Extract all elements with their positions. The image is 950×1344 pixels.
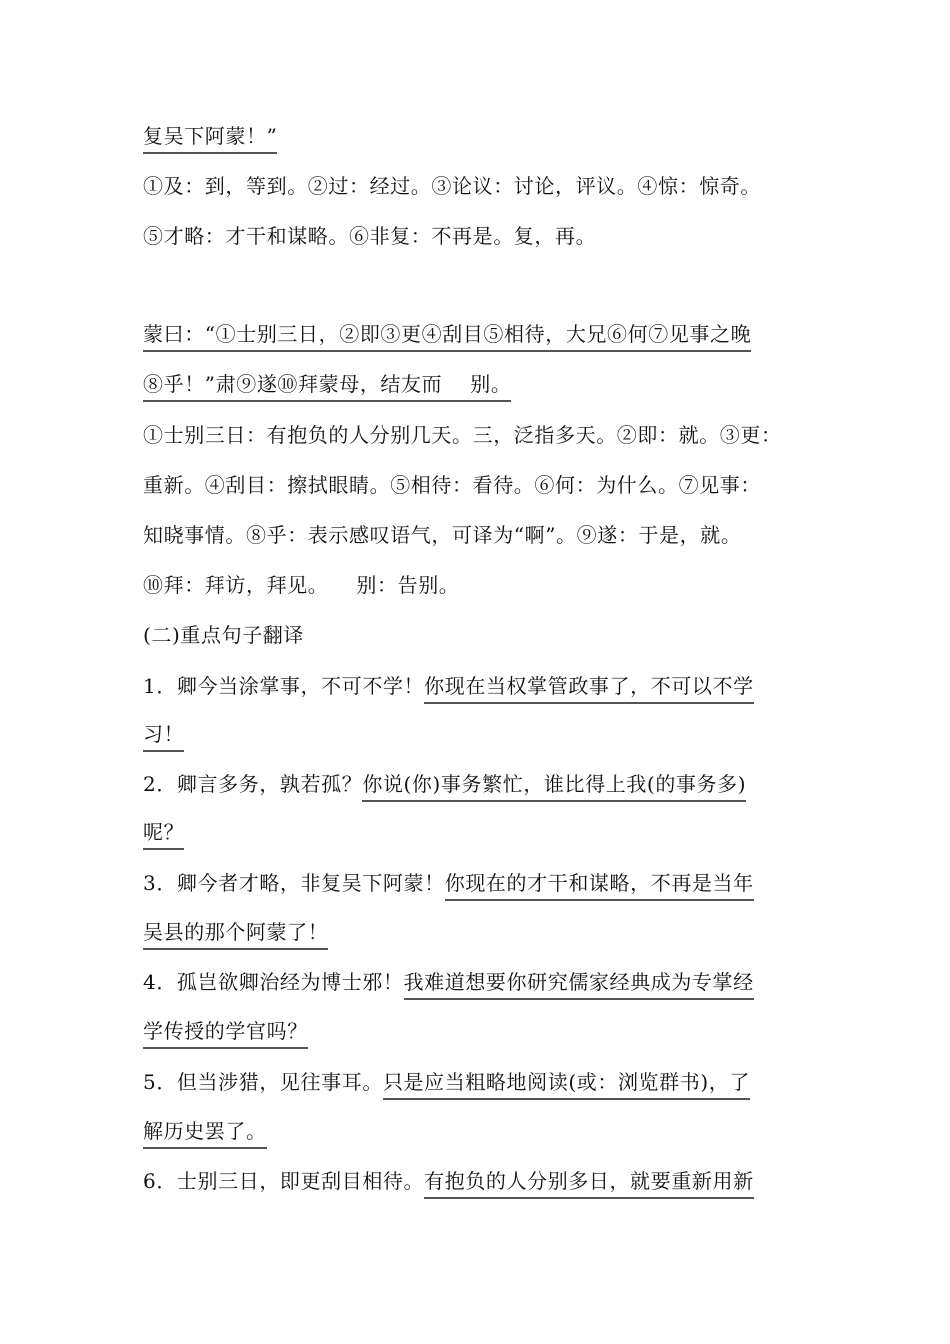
source-sentence-underline: 蒙曰：“①士别三日，②即③更④刮目⑤相待，大兄⑥何⑦见事之晚 (143, 321, 751, 352)
question-text: 4．孤岂欲卿治经为博士邪！ (143, 970, 404, 994)
question-text: 2．卿言多务，孰若孤？ (143, 772, 363, 796)
translation-item-3 (143, 869, 754, 901)
annotation-text: 别：告别。 (356, 573, 460, 597)
answer-underline: 习！ (143, 721, 184, 752)
annotation-text: ①及：到，等到。②过：经过。③论议：讨论，评议。④惊：惊奇。 (143, 174, 761, 198)
answer-underline: 吴县的那个阿蒙了！ (143, 919, 328, 950)
text-line-2 (143, 172, 761, 200)
answer-underline: 复吴下阿蒙！” (143, 123, 277, 154)
translation-item-5-cont (143, 1117, 267, 1149)
answer-underline: 解历史罢了。 (143, 1118, 267, 1149)
text-line-5 (143, 370, 511, 402)
translation-item-4-cont (143, 1017, 308, 1049)
text-line-3 (143, 222, 596, 250)
annotation-text: ⑤才略：才干和谋略。⑥非复：不再是。复，再。 (143, 224, 597, 248)
translation-item-1-cont (143, 720, 184, 752)
answer-underline: 我难道想要你研究儒家经典成为专掌经 (404, 969, 754, 1000)
translation-item-1 (143, 672, 754, 704)
annotation-text: 重新。④刮目：擦拭眼睛。⑤相待：看待。⑥何：为什么。⑦见事： (143, 473, 761, 497)
translation-item-5 (143, 1068, 750, 1100)
translation-item-3-cont (143, 918, 328, 950)
text-line-4 (143, 320, 751, 352)
source-sentence-underline: ⑧乎！”肃⑨遂⑩拜蒙母，结友而 别。 (143, 371, 511, 402)
answer-underline: 呢？ (143, 819, 184, 850)
translation-item-2 (143, 770, 746, 802)
annotation-text: ①士别三日：有抱负的人分别几天。三，泛指多天。②即：就。③更： (143, 423, 782, 447)
text-line-9 (143, 571, 459, 599)
section-heading: (二)重点句子翻译 (143, 623, 305, 647)
answer-underline: 你说(你)事务繁忙，谁比得上我(的事务多) (362, 771, 746, 802)
answer-underline: 只是应当粗略地阅读(或：浏览群书)，了 (383, 1069, 750, 1100)
text-line-6 (143, 421, 782, 449)
translation-item-4 (143, 968, 754, 1000)
annotation-text: 知晓事情。⑧乎：表示感叹语气，可译为“啊”。⑨遂：于是，就。 (143, 523, 742, 547)
text-line-7 (143, 471, 761, 499)
text-line-8 (143, 521, 741, 549)
question-text: 1．卿今当涂掌事，不可不学！ (143, 674, 425, 698)
question-text: 5．但当涉猎，见往事耳。 (143, 1070, 383, 1094)
translation-item-2-cont (143, 818, 184, 850)
question-text: 3．卿今者才略，非复吴下阿蒙！ (143, 871, 445, 895)
question-text: 6．士别三日，即更刮目相待。 (143, 1169, 425, 1193)
answer-underline: 你现在当权掌管政事了，不可以不学 (424, 673, 754, 704)
answer-underline: 你现在的才干和谋略，不再是当年 (445, 870, 754, 901)
answer-underline: 学传授的学官吗？ (143, 1018, 308, 1049)
translation-item-6 (143, 1167, 754, 1199)
answer-underline: 有抱负的人分别多日，就要重新用新 (424, 1168, 754, 1199)
text-line-1 (143, 122, 277, 154)
annotation-text: ⑩拜：拜访，拜见。 (143, 573, 329, 597)
